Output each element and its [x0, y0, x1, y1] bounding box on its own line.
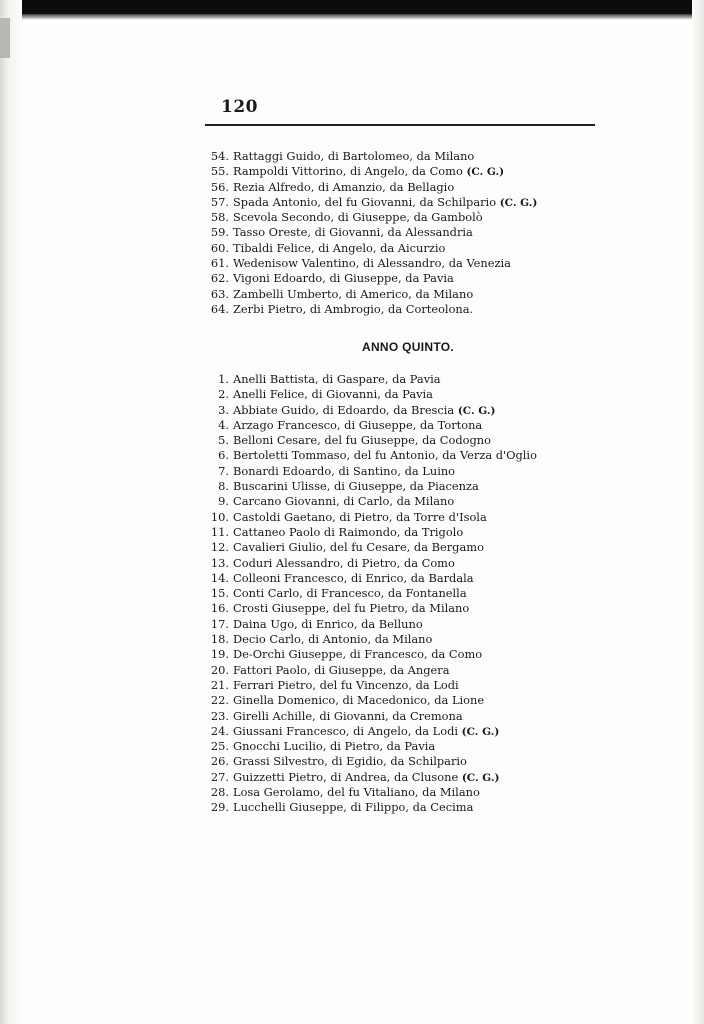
list-item — [200, 210, 537, 225]
list-item — [200, 525, 537, 540]
entry-text: Daina Ugo, di Enrico, da Belluno — [233, 616, 423, 631]
scan-top-border — [0, 0, 704, 14]
entry-text: Anelli Felice, di Giovanni, da Pavia — [233, 387, 433, 402]
entry-number: 28. — [210, 785, 229, 800]
entry-text: Lucchelli Giuseppe, di Filippo, da Cecima — [233, 800, 474, 815]
entry-cg-note: (C. G.) — [457, 404, 496, 417]
entry-number: 26. — [210, 754, 229, 769]
list-item — [200, 709, 537, 724]
list-item — [200, 256, 537, 271]
page-number: 120 — [221, 97, 258, 117]
entry-number: 2. — [218, 387, 229, 402]
entry-text: Tasso Oreste, di Giovanni, da Alessandria — [233, 225, 473, 240]
entry-number: 57. — [210, 194, 229, 209]
entry-text: Rampoldi Vittorino, di Angelo, da Como — [233, 164, 463, 179]
entry-text: Bertoletti Tommaso, del fu Antonio, da Verza d'Oglio — [233, 448, 537, 463]
list-item — [200, 724, 537, 739]
entry-number: 24. — [210, 723, 229, 738]
entry-number: 13. — [210, 555, 229, 570]
entry-text: Vigoni Edoardo, di Giuseppe, da Pavia — [233, 271, 454, 286]
entry-text: Castoldi Gaetano, di Pietro, da Torre d'Isola — [233, 509, 487, 524]
list-item — [200, 586, 537, 601]
entry-number: 11. — [210, 524, 229, 539]
list-item — [200, 770, 537, 785]
list-item — [200, 448, 537, 463]
entry-cg-note: (C. G.) — [461, 725, 500, 738]
entry-number: 27. — [210, 769, 229, 784]
scan-top-shadow — [0, 14, 704, 20]
entry-text: Ferrari Pietro, del fu Vincenzo, da Lodi — [233, 677, 459, 692]
scan-left-mark — [0, 18, 10, 58]
entry-number: 62. — [210, 271, 229, 286]
list-item — [200, 601, 537, 616]
list-item — [200, 510, 537, 525]
entry-number: 7. — [218, 463, 229, 478]
list-item — [200, 302, 537, 317]
list-item — [200, 632, 537, 647]
entry-text: Decio Carlo, di Antonio, da Milano — [233, 632, 433, 647]
entry-number: 60. — [210, 240, 229, 255]
list-item — [200, 678, 537, 693]
list-item — [200, 540, 537, 555]
entry-number: 5. — [218, 433, 229, 448]
entry-number: 29. — [210, 800, 229, 815]
list-item — [200, 647, 537, 662]
entry-text: Gnocchi Lucilio, di Pietro, da Pavia — [233, 739, 436, 754]
entry-text: Rezia Alfredo, di Amanzio, da Bellagio — [233, 179, 455, 194]
entry-text: Conti Carlo, di Francesco, da Fontanella — [233, 586, 467, 601]
list-item — [200, 403, 537, 418]
entry-number: 59. — [210, 225, 229, 240]
list-item — [200, 663, 537, 678]
list-item — [200, 464, 537, 479]
entry-text: Rattaggi Guido, di Bartolomeo, da Milano — [233, 149, 475, 163]
entry-text: Losa Gerolamo, del fu Vitaliano, da Milano — [233, 785, 480, 800]
entry-number: 16. — [210, 601, 229, 616]
entry-number: 25. — [210, 739, 229, 754]
list-item — [200, 754, 537, 769]
entry-number: 19. — [210, 647, 229, 662]
entry-text: Giussani Francesco, di Angelo, da Lodi — [233, 723, 459, 738]
list-item — [200, 739, 537, 754]
entry-text: Zambelli Umberto, di Americo, da Milano — [233, 286, 474, 301]
entry-number: 58. — [210, 210, 229, 225]
entry-number: 23. — [210, 708, 229, 723]
entry-text: Wedenisow Valentino, di Alessandro, da Venezia — [233, 256, 511, 271]
entry-text: Buscarini Ulisse, di Giuseppe, da Piacenza — [233, 479, 479, 494]
entry-text: Coduri Alessandro, di Pietro, da Como — [233, 555, 455, 570]
entry-number: 6. — [218, 448, 229, 463]
entry-number: 9. — [218, 494, 229, 509]
list-item — [200, 180, 537, 195]
entry-text: Spada Antonio, del fu Giovanni, da Schilpario — [233, 194, 497, 209]
list-item — [200, 494, 537, 509]
entry-text: Girelli Achille, di Giovanni, da Cremona — [233, 708, 463, 723]
student-list-previous-year — [200, 149, 537, 317]
entry-number: 56. — [210, 179, 229, 194]
entry-cg-note: (C. G.) — [466, 166, 505, 179]
entry-number: 18. — [210, 632, 229, 647]
entry-cg-note: (C. G.) — [461, 771, 500, 784]
entry-number: 10. — [210, 509, 229, 524]
entry-text: Guizzetti Pietro, di Andrea, da Clusone — [233, 769, 459, 784]
entry-text: Bonardi Edoardo, di Santino, da Luino — [233, 463, 456, 478]
entry-number: 3. — [218, 402, 229, 417]
entry-cg-note: (C. G.) — [499, 196, 538, 209]
entry-number: 20. — [210, 662, 229, 677]
list-item — [200, 617, 537, 632]
entry-number: 54. — [210, 149, 229, 163]
entry-text: Zerbi Pietro, di Ambrogio, da Corteolona. — [233, 301, 474, 316]
scan-right-edge — [692, 0, 704, 1024]
entry-number: 1. — [218, 372, 229, 386]
entry-number: 22. — [210, 693, 229, 708]
entry-text: Tibaldi Felice, di Angelo, da Aicurzio — [233, 240, 446, 255]
entry-number: 63. — [210, 286, 229, 301]
entry-text: Abbiate Guido, di Edoardo, da Brescia — [233, 402, 455, 417]
list-item — [200, 387, 537, 402]
entry-text: Cattaneo Paolo di Raimondo, da Trigolo — [233, 524, 464, 539]
scan-left-edge — [0, 0, 22, 1024]
list-item — [200, 164, 537, 179]
entry-number: 61. — [210, 256, 229, 271]
list-item — [200, 479, 537, 494]
list-item — [200, 372, 537, 387]
entry-text: Carcano Giovanni, di Carlo, da Milano — [233, 494, 455, 509]
list-item — [200, 800, 537, 815]
entry-number: 17. — [210, 616, 229, 631]
list-item — [200, 418, 537, 433]
list-item — [200, 241, 537, 256]
entry-number: 64. — [210, 301, 229, 316]
entry-text: De-Orchi Giuseppe, di Francesco, da Como — [233, 647, 483, 662]
student-list-anno-quinto — [200, 372, 537, 816]
list-item — [200, 693, 537, 708]
entry-text: Anelli Battista, di Gaspare, da Pavia — [233, 372, 441, 386]
entry-text: Cavalieri Giulio, del fu Cesare, da Bergamo — [233, 540, 484, 555]
entry-number: 4. — [218, 417, 229, 432]
entry-text: Grassi Silvestro, di Egidio, da Schilpario — [233, 754, 467, 769]
entry-number: 15. — [210, 586, 229, 601]
list-item — [200, 149, 537, 164]
entry-text: Fattori Paolo, di Giuseppe, da Angera — [233, 662, 450, 677]
section-heading: ANNO QUINTO. — [362, 340, 455, 354]
entry-number: 12. — [210, 540, 229, 555]
list-item — [200, 433, 537, 448]
header-rule — [205, 124, 595, 126]
list-item — [200, 271, 537, 286]
entry-text: Crosti Giuseppe, del fu Pietro, da Milano — [233, 601, 470, 616]
list-item — [200, 195, 537, 210]
list-item — [200, 556, 537, 571]
entry-text: Scevola Secondo, di Giuseppe, da Gambolò — [233, 210, 483, 225]
entry-number: 14. — [210, 570, 229, 585]
list-item — [200, 785, 537, 800]
entry-number: 21. — [210, 677, 229, 692]
entry-number: 8. — [218, 479, 229, 494]
entry-text: Belloni Cesare, del fu Giuseppe, da Codogno — [233, 433, 491, 448]
entry-number: 55. — [210, 164, 229, 179]
list-item — [200, 571, 537, 586]
entry-text: Arzago Francesco, di Giuseppe, da Tortona — [233, 417, 483, 432]
list-item — [200, 225, 537, 240]
list-item — [200, 287, 537, 302]
entry-text: Colleoni Francesco, di Enrico, da Bardala — [233, 570, 474, 585]
entry-text: Ginella Domenico, di Macedonico, da Lione — [233, 693, 485, 708]
